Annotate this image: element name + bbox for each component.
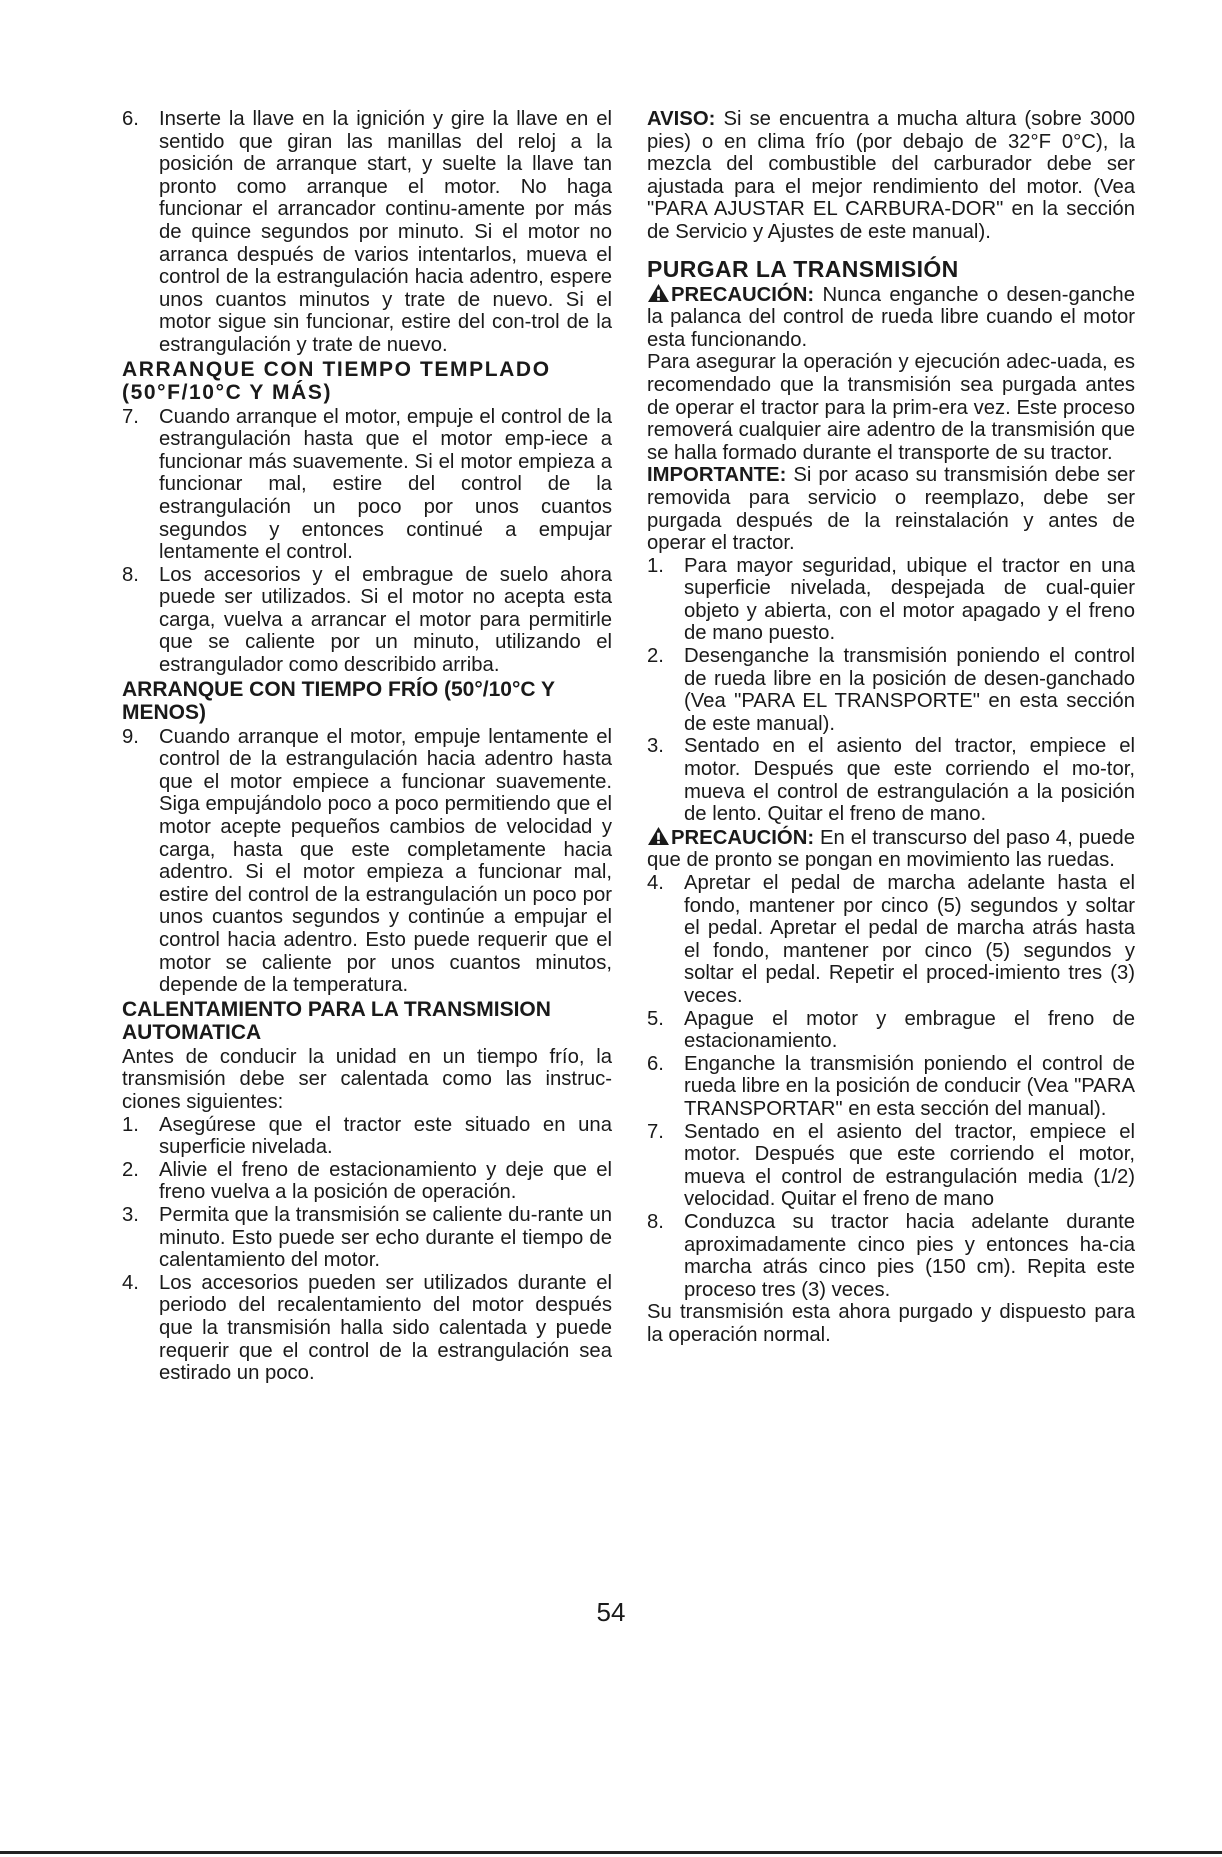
item-text: Los accesorios y el embrague de suelo ahora puede ser utilizados. Si el motor no acepta esta carga, vuelva a arrancar el motor para permitirle que se caliente por un minuto, utilizando el estrangulador como describido arriba. [159,563,612,677]
aviso-label: AVISO: [647,108,716,130]
item-number: 1. [647,554,664,577]
item-number: 3. [122,1203,139,1226]
caution-label: PRECAUCIÓN: [671,283,815,306]
important-text: Si por acaso su transmisión debe ser removida para servicio o reemplazo, debe ser purgada después de la reinstalación y antes de operar el tractor. [647,464,1136,555]
item-number: 5. [647,1007,664,1030]
item-text: Sentado en el asiento del tractor, empiece el motor. Después que este corriendo el mo-tor, mueva el control de estrangulación a la posición de lento. Quitar el freno de mano. [684,735,1135,826]
list-item [647,1211,1135,1301]
list-item [122,1204,612,1272]
purge-intro: Para asegurar la operación y ejecución adec-uada, es recomendado que la transmisión sea purgada antes de operar el tractor para la prim-era vez. Este proceso removerá cualquier aire adentro de la transmisión que se halla formado durante el transporte de su tractor. [647,351,1135,464]
list-item [122,1272,612,1385]
aviso-paragraph [647,108,1135,244]
item-number: 8. [122,563,139,586]
item-number: 9. [122,725,139,748]
item-text: Cuando arranque el motor, empuje lentamente el control de la estrangulación hacia adentro hasta que el motor empiece a funcionar suavemente. Siga empujándolo poco a poco permitiendo que el motor acepte pequeños cambios de velocidad y carga, hasta que este completamente hacia adentro. Si el motor empieza a funcionar mal, estire del control de la estrangulación un poco por unos cuantos segundos y continúe a empujar el control hacia adentro. Esto puede requerir que el motor se caliente por unos cuantos minutos, depende de la temperatura. [159,725,612,997]
item-text: Para mayor seguridad, ubique el tractor en una superficie nivelada, despejada de cual-quier objeto y abierta, con el motor apagado y el freno de mano puesto. [684,554,1135,645]
item-number: 8. [647,1210,664,1233]
list-item [647,555,1135,645]
list-item [122,726,612,997]
right-column [647,108,1135,1346]
item-text: Asegúrese que el tractor este situado en una superficie nivelada. [159,1113,612,1159]
section-heading-transmission-warmup: CALENTAMIENTO PARA LA TRANSMISION AUTOMATICA [122,997,551,1044]
list-item [647,735,1135,825]
item-number: 3. [647,735,664,758]
important-label: IMPORTANTE: [647,464,787,487]
list-item [122,564,612,677]
item-text: Los accesorios pueden ser utilizados durante el periodo del recalentamiento del motor después que la transmisión halla sido calentada y puede requerir que el control de la estrangulación sea estirado un poco. [159,1271,612,1385]
caution-label: PRECAUCIÓN: [671,826,815,849]
bottom-divider [0,1851,1222,1854]
caution-paragraph [647,283,1135,352]
list-item [647,1121,1135,1211]
item-number: 6. [647,1052,664,1075]
item-text: Conduzca su tractor hacia adelante durante aproximadamente cinco pies y entonces ha-cia marcha atrás cinco pies (150 cm). Repita este proceso tres (3) veces. [684,1210,1135,1301]
item-text: Desenganche la transmisión poniendo el control de rueda libre en la posición de desen-ganchado (Vea "PARA EL TRANSPORTE" en esta sección de este manual). [684,645,1135,735]
list-item [122,108,612,357]
item-text: Apague el motor y embrague el freno de estacionamiento. [684,1007,1135,1053]
item-number: 4. [647,872,664,894]
section-heading-warm-start: ARRANQUE CON TIEMPO TEMPLADO (50°F/10°C Y MÁS) [122,357,551,404]
item-text: Permita que la transmisión se caliente du-rante un minuto. Esto puede ser echo durante el tiempo de calentamiento del motor. [159,1203,612,1272]
item-text: Apretar el pedal de marcha adelante hasta el fondo, mantener por cinco (5) segundos y soltar el pedal. Apretar el pedal de marcha atrás hasta el fondo, mantener por cinco (5) segundos y soltar el pedal. Repetir el proced-imiento tres (3) veces. [684,872,1135,1007]
aviso-text: Si se encuentra a mucha altura (sobre 3000 pies) o en clima frío (por debajo de 32°F 0°C), la mezcla del combustible del carburador debe ser ajustada para el mejor rendimiento del motor. (Vea "PARA AJUSTAR EL CARBURA-DOR" en la sección de Servicio y Ajustes de este manual). [647,108,1135,243]
item-text: Sentado en el asiento del tractor, empiece el motor. Después que este corriendo el motor, mueva el control de estrangulación media (1/2) velocidad. Quitar el freno de mano [684,1120,1135,1211]
item-number: 2. [647,645,664,668]
closing-paragraph: Su transmisión esta ahora purgado y dispuesto para la operación normal. [647,1301,1135,1346]
list-item [647,645,1135,735]
section-heading-cold-start: ARRANQUE CON TIEMPO FRÍO (50°/10°C Y MENOS) [122,677,555,724]
important-paragraph [647,464,1135,554]
caution-text: En el transcurso del paso 4, puede que de pronto se pongan en movimiento las ruedas. [647,826,1135,872]
section-heading-purge: PURGAR LA TRANSMISIÓN [647,255,959,282]
caution-text: Nunca enganche o desen-ganche la palanca del control de rueda libre cuando el motor esta funcionando. [647,283,1135,351]
item-number: 2. [122,1158,139,1181]
caution-paragraph [647,826,1135,872]
list-item [122,1159,612,1204]
list-item [122,1114,612,1159]
list-item [647,1008,1135,1053]
page-number: 54 [596,1597,626,1627]
warning-triangle-icon [647,283,670,303]
item-text: Cuando arranque el motor, empuje el control de la estrangulación hasta que el motor emp-iece a funcionar más suavemente. Si el motor empieza a funcionar mal, estire del control de la estrangulación un poco por unos cuantos segundos y entonces continué a empujar lentamente el control. [159,405,612,564]
item-number: 7. [122,405,139,428]
warning-triangle-icon [647,826,670,846]
item-number: 7. [647,1120,664,1143]
item-number: 6. [122,108,139,130]
item-number: 1. [122,1113,139,1136]
item-text: Inserte la llave en la ignición y gire la llave en el sentido que giran las manillas del reloj a la posición de arranque start, y suelte la llave tan pronto como arranque el motor. No haga funcionar el arrancador continu-amente por más de quince segundos por minuto. Si el motor no arranca después de varios intentarlos, mueva el control de la estrangulación hacia adentro, espere unos cuantos minutos y trate de nuevo. Si el motor sigue sin funcionar, estire del con-trol de la estrangulación y trate de nuevo. [159,108,612,356]
item-number: 4. [122,1271,139,1294]
left-column [122,108,612,1385]
item-text: Alivie el freno de estacionamiento y deje que el freno vuelva a la posición de operación. [159,1158,612,1204]
list-item [122,406,612,564]
warmup-intro: Antes de conducir la unidad en un tiempo frío, la transmisión debe ser calentada como las instruc-ciones siguientes: [122,1045,612,1113]
item-text: Enganche la transmisión poniendo el control de rueda libre en la posición de conducir (Vea "PARA TRANSPORTAR" en esta sección del manual). [684,1052,1135,1120]
list-item [647,872,1135,1008]
list-item [647,1053,1135,1121]
